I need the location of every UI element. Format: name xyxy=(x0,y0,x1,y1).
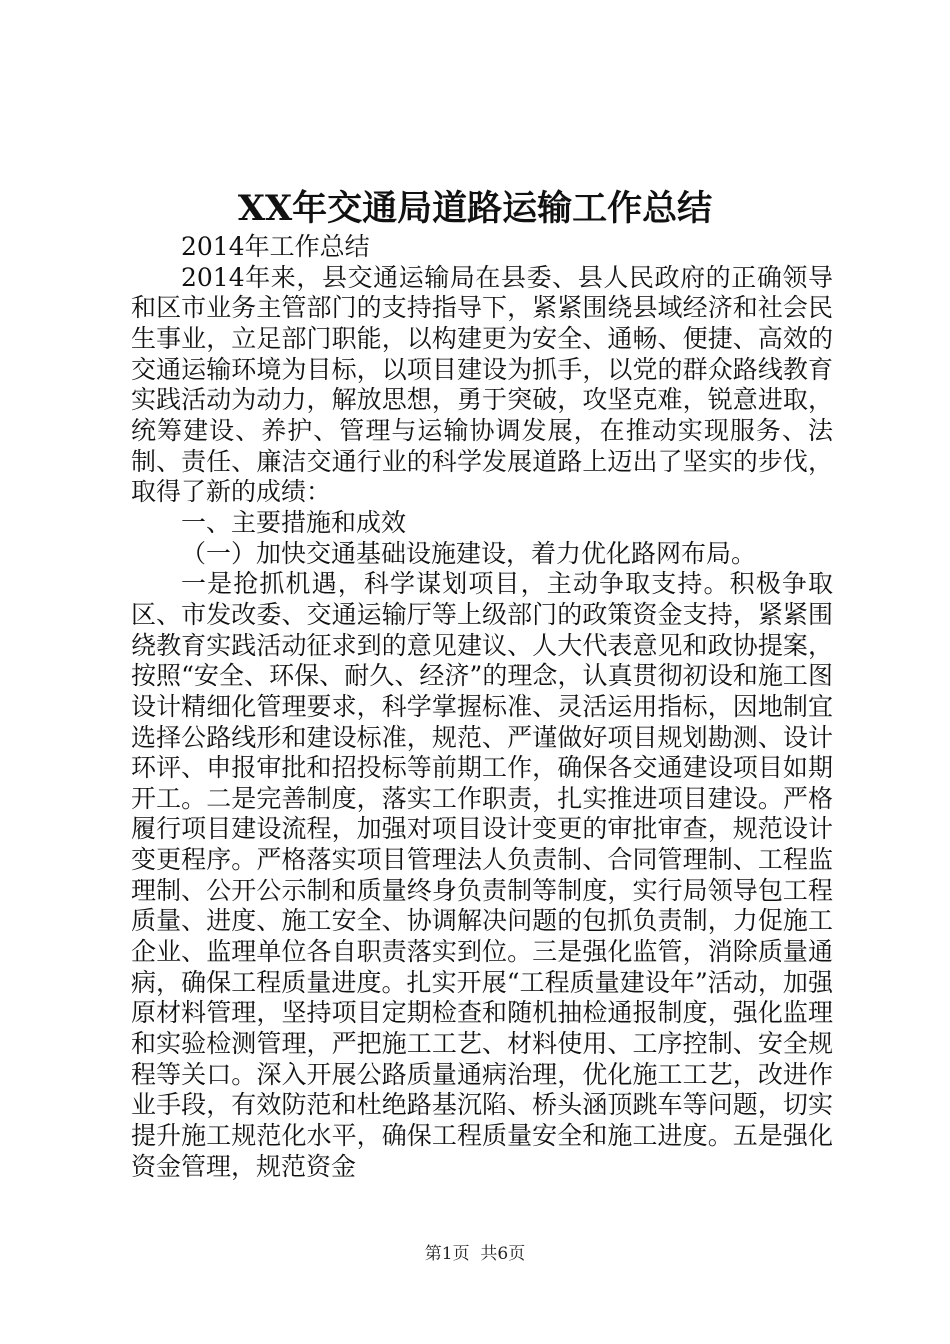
subsection-heading: （一）加快交通基础设施建设，着力优化路网布局。 xyxy=(181,538,757,568)
paragraph-measures: 一是抢抓机遇，科学谋划项目，主动争取支持。积极争取区、市发改委、交通运输厅等上级部门的政策资金支持，紧紧围绕教育实践活动征求到的意见建议、人大代表意见和政协提案，按照“安全、环保、耐久、经济”的理念，认真贯彻初设和施工图设计精细化管理要求，科学掌握标准、灵活运用指标，因地制宜选择公路线形和建设标准，规范、严谨做好项目规划勘测、设计环评、申报审批和招投标等前期工作，确保各交通建设项目如期开工。二是完善制度，落实工作职责，扎实推进项目建设。严格履行项目建设流程，加强对项目设计变更的审批审查，规范设计变更程序。严格落实项目管理法人负责制、合同管理制、工程监理制、公开公示制和质量终身负责制等制度，实行局领导包工程质量、进度、施工安全、协调解决问题的包抓负责制，力促施工企业、监理单位各自职责落实到位。三是强化监管，消除质量通病，确保工程质量进度。扎实开展“工程质量建设年”活动，加强原材料管理，坚持项目定期检查和随机抽检通报制度，强化监理和实验检测管理，严把施工工艺、材料使用、工序控制、安全规程等关口。深入开展公路质量通病治理，优化施工工艺，改进作业手段，有效防范和杜绝路基沉陷、桥头涵顶跳车等问题，切实提升施工规范化水平，确保工程质量安全和施工进度。五是强化资金管理，规范资金 xyxy=(131,569,833,1181)
page-number: 第1页 xyxy=(424,1244,470,1264)
page-footer xyxy=(0,1243,950,1265)
document-body xyxy=(131,232,833,1182)
page-total: 共6页 xyxy=(480,1244,526,1264)
section-heading: 一、主要措施和成效 xyxy=(181,507,407,537)
document-title: XX年交通局道路运输工作总结 xyxy=(237,188,713,229)
paragraph-subtitle: 2014年工作总结 xyxy=(181,232,370,261)
paragraph-intro: 2014年来，县交通运输局在县委、县人民政府的正确领导和区市业务主管部门的支持指导下，紧紧围绕县域经济和社会民生事业，立足部门职能，以构建更为安全、通畅、便捷、高效的交通运输环境为目标，以项目建设为抓手，以党的群众路线教育实践活动为动力，解放思想，勇于突破，攻坚克难，锐意进取，统筹建设、养护、管理与运输协调发展，在推动实现服务、法制、责任、廉洁交通行业的科学发展道路上迈出了坚实的步伐，取得了新的成绩： xyxy=(131,262,833,507)
